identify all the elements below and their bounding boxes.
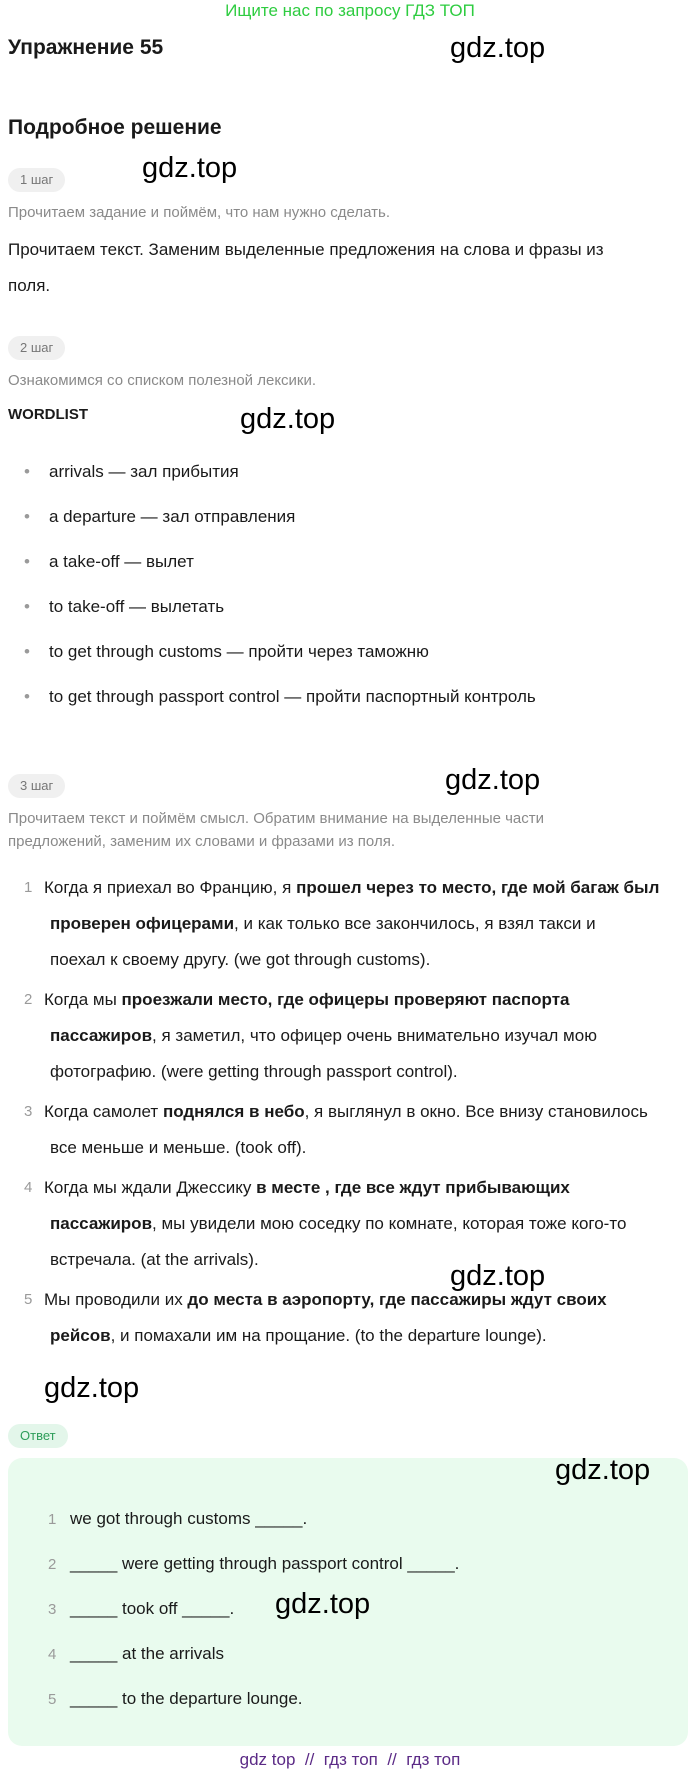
page-title: Упражнение 55 [8,36,164,59]
step-hint-3-line-2: предложений, заменим их словами и фразами из поля. [8,833,395,850]
top-banner: Ищите нас по запросу ГДЗ ТОП [225,1,475,20]
step-badge-3: 3 шаг [8,774,65,798]
wordlist-item: • to get through passport control — пройти паспортный контроль [24,687,536,706]
answer-badge: Ответ [8,1424,68,1448]
wordlist-item: • to take-off — вылетать [24,597,225,616]
step-badge-1: 1 шаг [8,168,65,192]
step-text-line-1: Прочитаем текст. Заменим выделенные предложения на слова и фразы из [8,240,604,259]
footer-links[interactable]: gdz top // гдз топ // гдз топ [239,1750,461,1769]
answer-item: 2 _____ were getting through passport control _____. [48,1554,460,1573]
answer-item: 5 _____ to the departure lounge. [48,1689,303,1708]
wordlist-item: • a departure — зал отправления [24,507,296,526]
watermark: gdz.top [44,1372,140,1404]
section-title: Подробное решение [8,116,222,139]
wordlist-item: • a take-off — вылет [24,552,194,571]
answer-item: 4 _____ at the arrivals [48,1644,225,1663]
step-hint-2: Ознакомимся со списком полезной лексики. [8,372,317,389]
watermark: gdz.top [275,1588,371,1620]
watermark: gdz.top [450,1260,546,1292]
watermark: gdz.top [445,764,541,796]
answer-item: 1 we got through customs _____. [48,1509,308,1528]
step-hint-3-line-1: Прочитаем текст и поймём смысл. Обратим внимание на выделенные части [8,810,545,827]
list-item: 3 Когда самолет поднялся в небо, я выглянул в окно. Все внизу становилось все меньше и меньше. (took off). [24,1102,648,1157]
list-item: 2 Когда мы проезжали место, где офицеры проверяют паспорта пассажиров, я заметил, что офицер очень внимательно изучал мою фотографию. (were getting through passport control). [24,990,597,1081]
wordlist-title: WORDLIST [8,406,88,423]
step-badge-2: 2 шаг [8,336,65,360]
list-item: 1 Когда я приехал во Францию, я прошел через то место, где мой багаж был проверен офицерами, и как только все закончилось, я взял такси и поехал к своему другу. (we got through customs). [24,878,660,969]
watermark: gdz.top [142,152,238,184]
wordlist-item: • to get through customs — пройти через таможню [24,642,429,661]
watermark: gdz.top [450,32,546,64]
list-item: 5 Мы проводили их до места в аэропорту, где пассажиры ждут своих рейсов, и помахали им на прощание. (to the departure lounge). [24,1290,607,1345]
watermark: gdz.top [555,1454,651,1486]
step-hint-1: Прочитаем задание и поймём, что нам нужно сделать. [8,204,391,221]
answer-item: 3 _____ took off _____. [48,1599,235,1618]
watermark: gdz.top [240,403,336,435]
wordlist-item: • arrivals — зал прибытия [24,462,239,481]
step-text-line-2: поля. [8,276,51,295]
list-item: 4 Когда мы ждали Джессику в месте , где все ждут прибывающих пассажиров, мы увидели мою соседку по комнате, которая тоже кого-то встречала. (at the arrivals). [24,1178,627,1269]
